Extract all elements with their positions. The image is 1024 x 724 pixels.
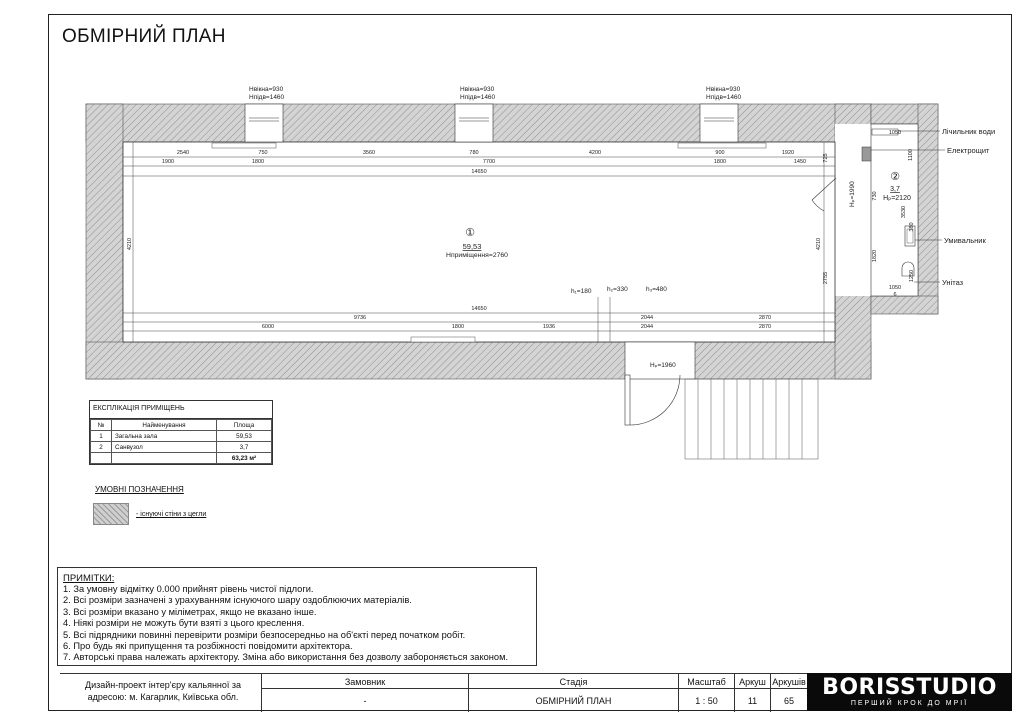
table-row [91, 442, 272, 453]
title-block-divider [261, 688, 807, 689]
bath-dim-1: 1050 [888, 130, 902, 136]
step-2: h₂=330 [607, 286, 628, 293]
room-1-number: ① [465, 227, 475, 239]
explication-row-name: Загальна зала [112, 431, 217, 442]
bath-dim-5: 380 [909, 222, 915, 232]
explication-row-number: 1 [91, 431, 112, 442]
brand-tagline: ПЕРШИЙ КРОК ДО МРІЇ [850, 700, 969, 707]
note-item: 7. Авторські права належать архітектору. Зміна або використання без дозволу забороняється законом. [63, 652, 509, 663]
dim-top-r2-1: 1900 [161, 159, 175, 165]
callout-water-meter: Лічильник води [942, 127, 996, 136]
brand-name: BORISSTUDIO [822, 675, 997, 700]
dim-bottom-r2-4: 2044 [640, 324, 654, 330]
dim-bottom-r2-1: 6000 [261, 324, 275, 330]
dim-top-r2-3: 7700 [482, 159, 496, 165]
room-1-height: Hприміщення=2760 [446, 252, 508, 259]
note-item: 5. Всі підрядники повинні перевірити розміри безпосередньо на об'єкті перед початком робіт. [63, 629, 466, 640]
fixture-callouts [942, 127, 995, 287]
explication-row-name: Санвузол [112, 442, 217, 453]
dim-top-4: 780 [469, 150, 479, 156]
bath-dim-8: 1050 [888, 285, 902, 291]
client-label: Замовник [344, 677, 386, 687]
legend-title: УМОВНІ ПОЗНАЧЕННЯ [95, 485, 184, 494]
table-row [91, 431, 272, 442]
bath-dim-6: 1820 [872, 249, 878, 263]
project-description: Дизайн-проект інтер'єру кальянної за адресою: м. Кагарлик, Київська обл. [84, 680, 242, 702]
notes-title: ПРИМІТКИ: [63, 573, 115, 584]
scale-value: 1 : 50 [695, 696, 718, 706]
explication-title: ЕКСПЛІКАЦІЯ ПРИМІЩЕНЬ [90, 401, 272, 419]
dim-top-r2-4: 1800 [713, 159, 727, 165]
dim-top-3: 3560 [362, 150, 376, 156]
explication-row-number: 2 [91, 442, 112, 453]
bath-dim-2: 1100 [908, 149, 914, 161]
bath-dim-4: 3530 [901, 205, 907, 219]
dim-bottom-1: 9736 [353, 315, 367, 321]
bath-dim-9: 6 [893, 292, 897, 298]
stage-cell [468, 674, 678, 712]
note-item: 4. Ніякі розміри не можуть бути взяті з цього креслення. [63, 618, 305, 629]
table-row [91, 453, 272, 464]
drawing-title: ОБМІРНИЙ ПЛАН [62, 26, 226, 47]
dim-top-5: 4200 [588, 150, 602, 156]
note-item: 2. Всі розміри зазначені з урахуванням існуючого шару оздоблюючих матеріалів. [63, 595, 412, 606]
dim-top-total: 14650 [471, 169, 487, 175]
explication-total: 63,23 м² [217, 453, 272, 464]
callout-electrical-panel: Електрощит [947, 146, 990, 155]
dim-top-r2-5: 1450 [793, 159, 807, 165]
sheets-value: 65 [783, 696, 794, 706]
bathroom-door-height: Hₚ=1990 [849, 181, 856, 207]
brand-logo [807, 673, 1012, 711]
dim-bottom-total: 14650 [471, 306, 487, 312]
bath-dim-7: 1250 [909, 269, 915, 283]
explication-header-name: Найменування [112, 420, 217, 431]
entrance-door [625, 375, 680, 425]
explication-row-area: 59,53 [217, 431, 272, 442]
dim-bottom-3: 2870 [758, 315, 772, 321]
explication-table [90, 419, 272, 464]
dim-top-7: 1920 [781, 150, 795, 156]
dim-right-2: 725 [823, 153, 829, 163]
notes-box [57, 567, 537, 666]
stage-value: ОБМІРНИЙ ПЛАН [535, 696, 612, 706]
sheet-cell [734, 674, 770, 712]
window-2-height: Hвікна=930 [460, 86, 495, 93]
sheets-cell [770, 674, 807, 712]
dim-bottom-2: 2044 [640, 315, 654, 321]
scale-cell [678, 674, 734, 712]
dim-bottom-r2-3: 1936 [542, 324, 556, 330]
window-2-sill: Hпідв=1460 [460, 94, 496, 101]
room-2-height: Hₚ=2120 [883, 195, 911, 202]
dim-top-r2-2: 1800 [251, 159, 265, 165]
note-item: 6. Про будь які припущення та розбіжності повідомити архітектора. [63, 641, 353, 652]
explication-row-area: 3,7 [217, 442, 272, 453]
window-heights [249, 85, 742, 101]
stage-label: Стадія [559, 677, 588, 687]
sheet-label: Аркуш [739, 677, 766, 687]
electrical-panel-icon [862, 147, 871, 161]
client-cell [261, 674, 468, 712]
sheet-value: 11 [747, 696, 758, 706]
dim-top-6: 900 [715, 150, 725, 156]
note-item: 1. За умовну відмітку 0.000 прийнят рівень чистої підлоги. [63, 584, 314, 594]
sheets-label: Аркушів [772, 677, 806, 687]
dim-bottom-r2-5: 2870 [758, 324, 772, 330]
window-3-height: Hвікна=930 [706, 86, 741, 93]
callout-toilet: Унітаз [942, 278, 964, 287]
dim-top-1: 2540 [176, 150, 190, 156]
dim-top-2: 750 [258, 150, 268, 156]
window-1-sill: Hпідв=1460 [249, 94, 285, 101]
dim-left: 4210 [127, 237, 133, 251]
window-1-height: Hвікна=930 [249, 86, 284, 93]
room-explication [89, 400, 273, 465]
dim-bottom-r2-2: 1800 [451, 324, 465, 330]
dim-right-3: 2755 [823, 271, 829, 285]
legend-item: - існуючі стіни з цегли [136, 511, 207, 518]
entrance-door-height: Hₚ=1960 [650, 362, 676, 369]
room-1-area: 59,53 [462, 242, 482, 251]
step-3: h₃=480 [646, 286, 667, 293]
bath-dim-3: 730 [872, 191, 878, 201]
brick-wall-swatch [93, 503, 129, 525]
room-2-area: 3,7 [890, 186, 900, 193]
client-value: - [363, 696, 367, 706]
explication-header-area: Площа [217, 420, 272, 431]
scale-label: Масштаб [687, 677, 726, 687]
window-3-sill: Hпідв=1460 [706, 94, 742, 101]
dim-right-1: 4210 [816, 237, 822, 251]
callout-washbasin: Умивальник [944, 236, 986, 245]
room-2-number: ② [890, 171, 900, 183]
explication-header-number: № [91, 420, 112, 431]
step-1: h₁=180 [571, 288, 592, 295]
note-item: 3. Всі розміри вказано у міліметрах, якщо не вказано інше. [63, 606, 317, 617]
staircase [685, 379, 818, 459]
